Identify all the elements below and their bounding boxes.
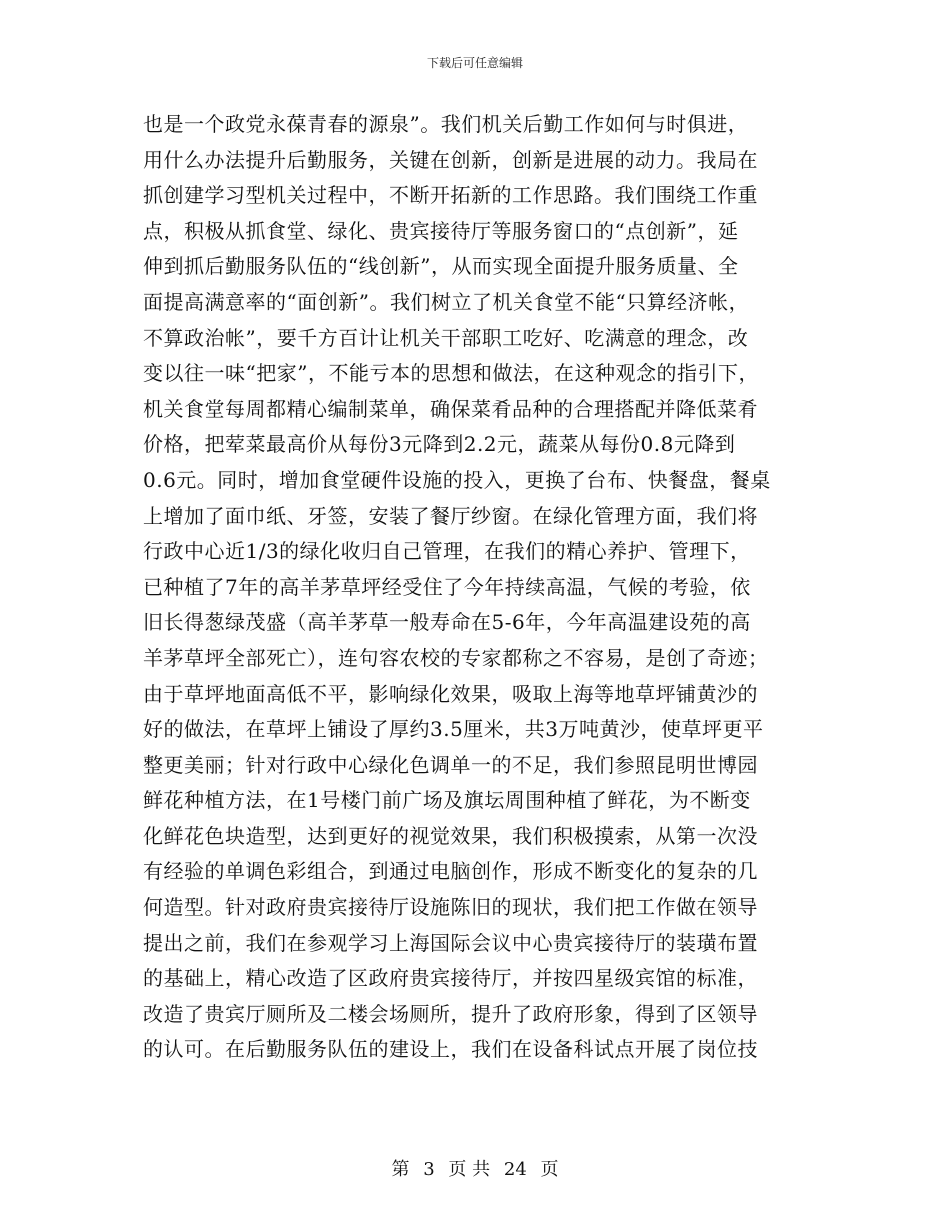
footer-suffix: 页 (540, 1159, 559, 1180)
text-line: 有经验的单调色彩组合，到通过电脑创作，形成不断变化的复杂的几 (143, 859, 758, 884)
text-line: 何造型。针对政府贵宾接待厅设施陈旧的现状，我们把工作做在领导 (143, 895, 758, 920)
page-header-note: 下载后可任意编辑 (426, 56, 523, 70)
text-line: 整更美丽；针对行政中心绿化色调单一的不足，我们参照昆明世博园 (143, 752, 758, 777)
text-line: 抓创建学习型机关过程中，不断开拓新的工作思路。我们围绕工作重 (143, 183, 758, 208)
text-line: 上增加了面巾纸、牙签，安装了餐厅纱窗。在绿化管理方面，我们将 (143, 503, 758, 528)
text-line: 已种植了7年的高羊茅草坪经受住了今年持续高温，气候的考验，依 (143, 574, 751, 599)
text-line: 机关食堂每周都精心编制菜单，确保菜肴品种的合理搭配并降低菜肴 (143, 396, 758, 421)
text-line: 羊茅草坪全部死亡），连句容农校的专家都称之不容易，是创了奇迹； (143, 645, 769, 670)
text-line: 的基础上，精心改造了区政府贵宾接待厅，并按四星级宾馆的标准， (143, 966, 758, 991)
text-line: 价格，把荤菜最高价从每份3元降到2.2元，蔬菜从每份0.8元降到 (143, 432, 736, 457)
text-line: 改造了贵宾厅厕所及二楼会场厕所，提升了政府形象，得到了区领导 (143, 1001, 758, 1026)
footer-prefix: 第 (391, 1159, 410, 1180)
text-line: 鲜花种植方法，在1号楼门前广场及旗坛周围种植了鲜花，为不断变 (143, 788, 751, 813)
text-line: 面提高满意率的“面创新”。我们树立了机关食堂不能“只算经济帐， (143, 289, 750, 314)
footer-page-number: 3 (423, 1159, 435, 1180)
text-line: 变以往一味“把家”，不能亏本的思想和做法，在这种观念的指引下， (143, 361, 759, 386)
text-line: 用什么办法提升后勤服务，关键在创新，创新是进展的动力。我局在 (143, 147, 758, 172)
footer-middle: 页 共 (448, 1159, 491, 1180)
text-line: 也是一个政党永葆青春的源泉”。我们机关后勤工作如何与时俱进， (143, 112, 749, 136)
document-body (143, 107, 813, 1068)
text-line: 伸到抓后勤服务队伍的“线创新”，从而实现全面提升服务质量、全 (143, 254, 739, 279)
text-line: 提出之前，我们在参观学习上海国际会议中心贵宾接待厅的装璜布置 (143, 930, 758, 955)
text-line: 0.6元。同时，增加食堂硬件设施的投入，更换了台布、快餐盘，餐桌 (143, 467, 771, 492)
text-line: 好的做法，在草坪上铺设了厚约3.5厘米，共3万吨黄沙，使草坪更平 (143, 717, 764, 742)
text-line: 行政中心近1/3的绿化收归自己管理，在我们的精心养护、管理下， (143, 539, 751, 564)
text-line: 不算政治帐”，要千方百计让机关干部职工吃好、吃满意的理念，改 (143, 325, 749, 350)
text-line: 的认可。在后勤服务队伍的建设上，我们在设备科试点开展了岗位技 (143, 1037, 758, 1062)
text-line: 旧长得葱绿茂盛（高羊茅草一般寿命在5-6年，今年高温建设苑的高 (143, 610, 751, 635)
footer-total-pages: 24 (503, 1159, 527, 1180)
text-line: 由于草坪地面高低不平，影响绿化效果，吸取上海等地草坪铺黄沙的 (143, 681, 758, 706)
text-line: 点，积极从抓食堂、绿化、贵宾接待厅等服务窗口的“点创新”，延 (143, 218, 739, 243)
text-line: 化鲜花色块造型，达到更好的视觉效果，我们积极摸索，从第一次没 (143, 823, 758, 848)
page-footer (0, 1155, 950, 1181)
